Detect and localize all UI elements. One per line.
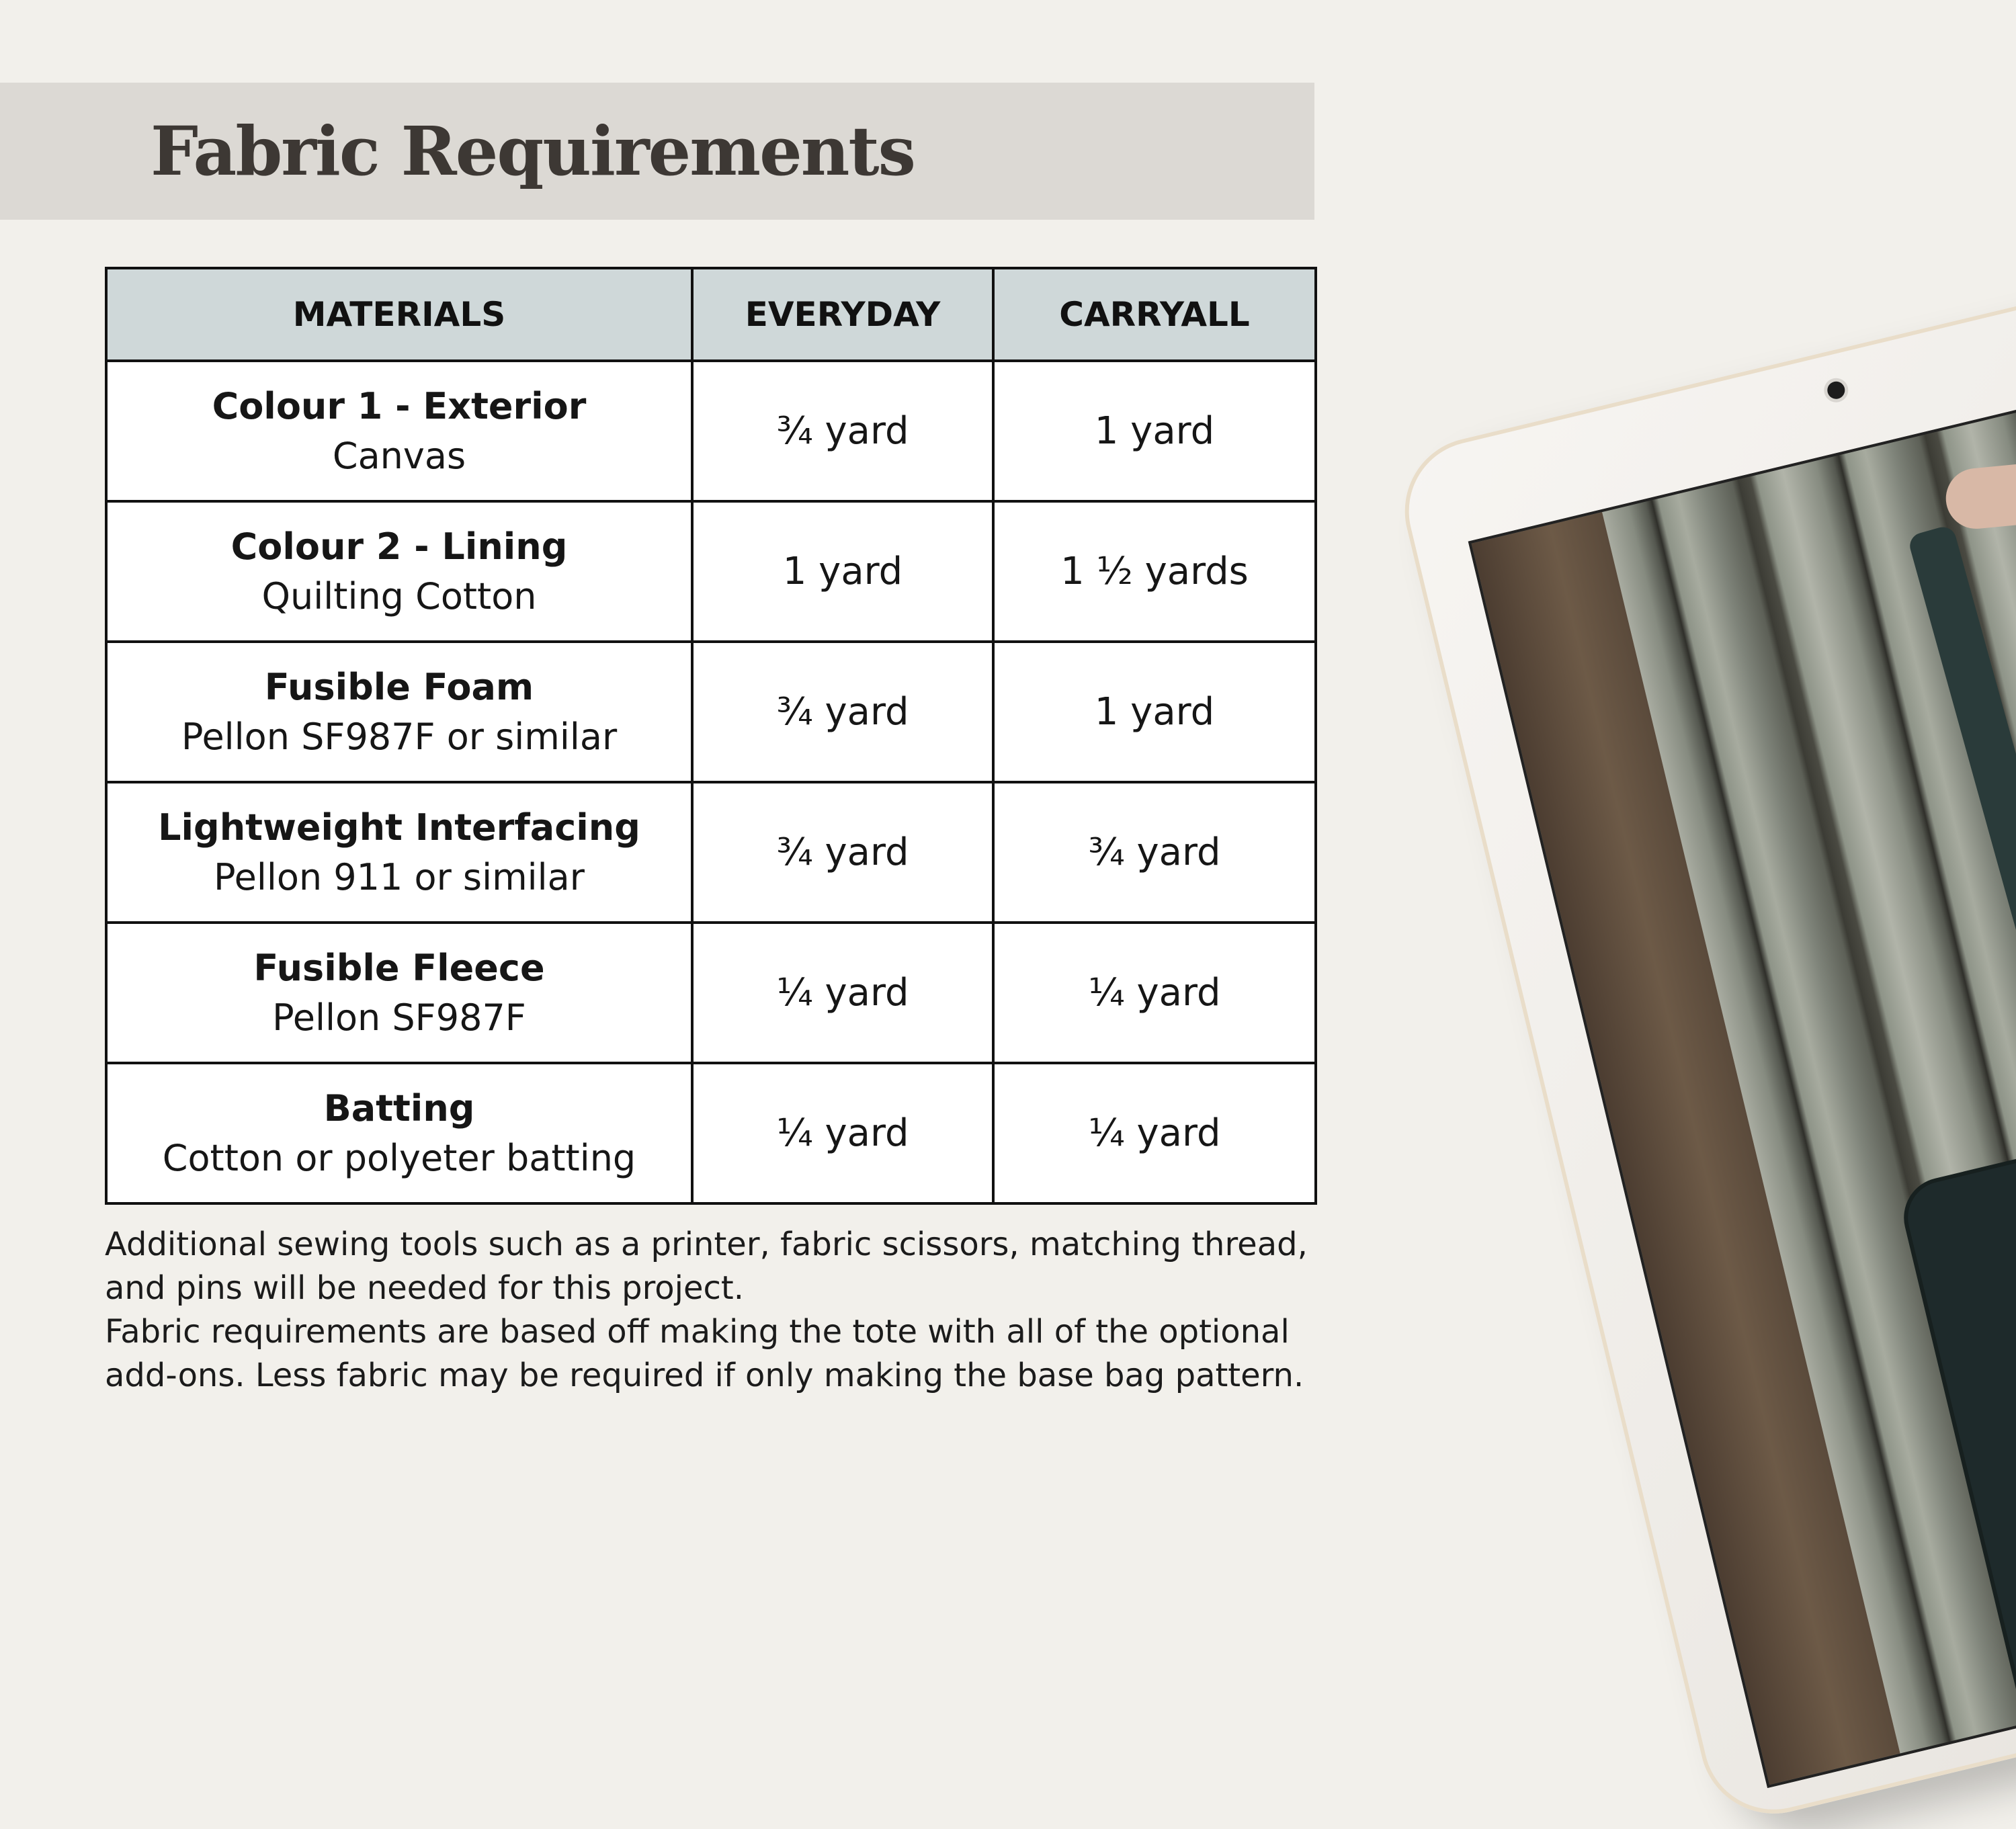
- material-cell: [106, 782, 692, 923]
- tablet-mockup: [1390, 237, 2016, 1829]
- table-row: [106, 1063, 1316, 1203]
- material-name: Fusible Fleece: [253, 946, 545, 989]
- tote-bag-photo: [1468, 347, 2016, 1788]
- material-description: Cotton or polyeter batting: [162, 1136, 636, 1179]
- carryall-amount: ¾ yard: [993, 782, 1316, 923]
- header-materials: MATERIALS: [106, 268, 692, 361]
- carryall-amount: 1 yard: [993, 642, 1316, 782]
- material-description: Pellon SF987F: [272, 996, 526, 1039]
- material-name: Colour 2 - Lining: [230, 525, 568, 568]
- note-requirements: Fabric requirements are based off making the tote with all of the optional add-ons. Less fabric may be required if only making the base bag pattern.: [105, 1313, 1304, 1394]
- material-cell: [106, 923, 692, 1063]
- everyday-amount: 1 yard: [692, 501, 993, 642]
- material-description: Quilting Cotton: [261, 575, 537, 618]
- table-row: [106, 642, 1316, 782]
- material-cell: [106, 1063, 692, 1203]
- carryall-amount: ¼ yard: [993, 923, 1316, 1063]
- table-row: [106, 782, 1316, 923]
- table-row: [106, 923, 1316, 1063]
- table-row: [106, 361, 1316, 501]
- camera-icon: [1826, 380, 1847, 400]
- material-name: Batting: [323, 1087, 475, 1130]
- header-everyday: EVERYDAY: [692, 268, 993, 361]
- everyday-amount: ¼ yard: [692, 923, 993, 1063]
- material-name: Colour 1 - Exterior: [212, 384, 587, 427]
- page-title: Fabric Requirements: [151, 112, 915, 191]
- everyday-amount: ¾ yard: [692, 782, 993, 923]
- carryall-amount: 1 yard: [993, 361, 1316, 501]
- table-row: [106, 501, 1316, 642]
- title-band: [0, 83, 1314, 220]
- notes: [105, 1223, 1328, 1398]
- everyday-amount: ¾ yard: [692, 642, 993, 782]
- carryall-amount: ¼ yard: [993, 1063, 1316, 1203]
- material-cell: [106, 361, 692, 501]
- material-name: Fusible Foam: [264, 665, 534, 708]
- carryall-amount: 1 ½ yards: [993, 501, 1316, 642]
- everyday-amount: ¼ yard: [692, 1063, 993, 1203]
- note-tools: Additional sewing tools such as a printer, fabric scissors, matching thread, and pins will be needed for this project.: [105, 1226, 1308, 1307]
- material-description: Canvas: [332, 434, 466, 477]
- material-cell: [106, 642, 692, 782]
- material-description: Pellon 911 or similar: [214, 855, 585, 898]
- material-description: Pellon SF987F or similar: [181, 715, 618, 758]
- fabric-table: [105, 267, 1314, 1205]
- material-name: Lightweight Interfacing: [158, 806, 640, 849]
- header-carryall: CARRYALL: [993, 268, 1316, 361]
- material-cell: [106, 501, 692, 642]
- table-header-row: [106, 268, 1316, 361]
- everyday-amount: ¾ yard: [692, 361, 993, 501]
